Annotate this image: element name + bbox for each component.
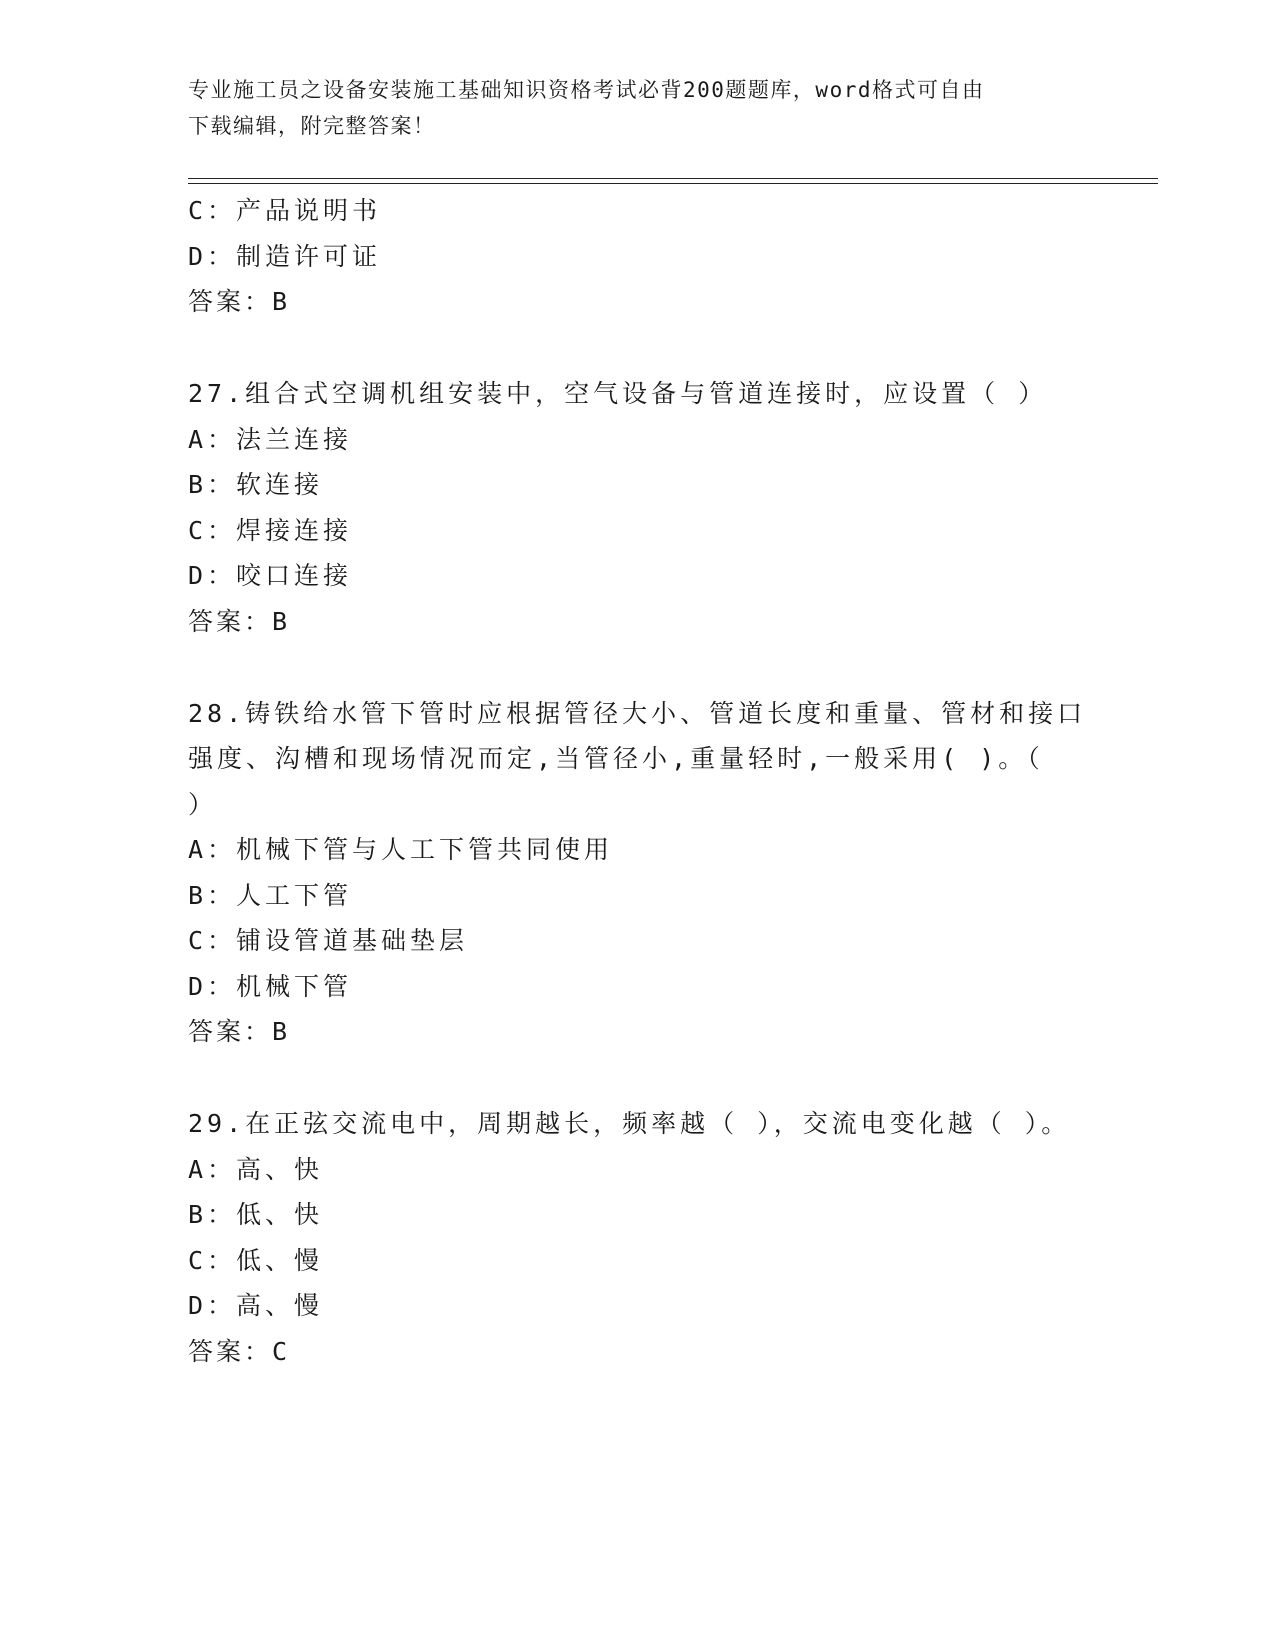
option-a: A：高、快 [188, 1154, 324, 1184]
spacer [188, 1055, 1088, 1101]
document-header [188, 72, 1068, 144]
option-d: D：制造许可证 [188, 241, 382, 271]
question-stem-line-2: 强度、沟槽和现场情况而定,当管径小,重量轻时,一般采用( )。（ [188, 744, 1044, 773]
answer-line: 答案：B [188, 287, 291, 316]
answer-line: 答案：B [188, 1017, 291, 1046]
header-divider-bottom [188, 183, 1158, 184]
header-divider-top [188, 178, 1158, 179]
option-b: B：软连接 [188, 470, 324, 499]
option-d: D：咬口连接 [188, 561, 353, 590]
option-c: C：焊接连接 [188, 515, 353, 545]
option-d: D：机械下管 [188, 971, 353, 1001]
option-b: B：低、快 [188, 1200, 324, 1229]
option-a: A：机械下管与人工下管共同使用 [188, 835, 614, 864]
option-c: C：低、慢 [188, 1245, 324, 1275]
spacer [188, 645, 1088, 691]
header-line-2: 下载编辑，附完整答案！ [188, 114, 436, 138]
question-26-tail [188, 188, 1088, 325]
question-stem: 27.组合式空调机组安装中，空气设备与管道连接时，应设置（ ） [188, 379, 1048, 408]
option-c: C：铺设管道基础垫层 [188, 926, 469, 955]
option-d: D：高、慢 [188, 1291, 324, 1320]
header-line-1: 专业施工员之设备安装施工基础知识资格考试必背200题题库，word格式可自由 [188, 78, 985, 102]
question-29 [188, 1101, 1088, 1375]
option-a: A：法兰连接 [188, 424, 353, 454]
question-stem-line-3: ） [188, 789, 218, 819]
question-28 [188, 691, 1088, 1056]
question-stem-line-1: 28.铸铁给水管下管时应根据管径大小、管道长度和重量、管材和接口 [188, 698, 1087, 728]
option-b: B：人工下管 [188, 880, 353, 910]
question-27 [188, 371, 1088, 645]
question-list [188, 188, 1088, 1375]
option-c: C：产品说明书 [188, 196, 382, 225]
spacer [188, 325, 1088, 371]
answer-line: 答案：B [188, 606, 291, 636]
answer-line: 答案：C [188, 1336, 291, 1366]
question-stem: 29.在正弦交流电中，周期越长，频率越（ ），交流电变化越（ ）。 [188, 1109, 1071, 1138]
